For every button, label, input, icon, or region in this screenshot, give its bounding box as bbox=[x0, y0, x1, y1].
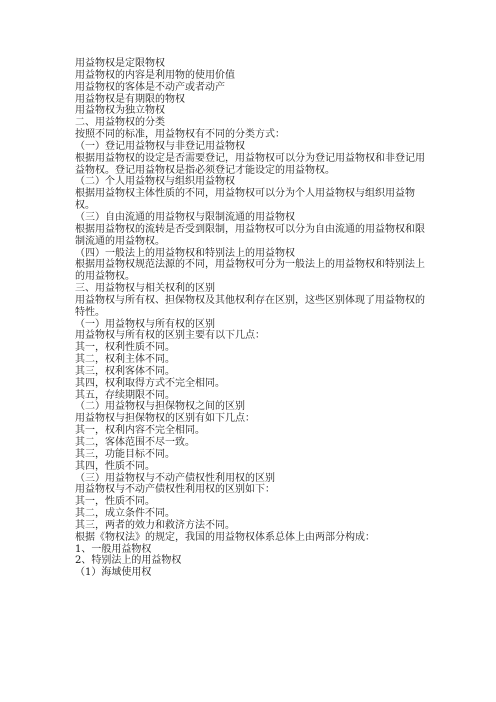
list-item: 其三，两者的效力和救济方法不同。 bbox=[75, 519, 235, 531]
subsection-heading: （一）用益物权与所有权的区别 bbox=[75, 318, 215, 330]
subsection-heading: （三）用益物权与不动产债权性利用权的区别 bbox=[75, 472, 275, 484]
text-line: 用益物权的客体是不动产或者动产 bbox=[75, 81, 225, 93]
list-item: （1）海域使用权 bbox=[75, 567, 152, 579]
document-body bbox=[75, 58, 425, 579]
text-line: 用益物权是定限物权 bbox=[75, 58, 165, 69]
list-item: 其五，存续期限不同。 bbox=[75, 389, 175, 401]
list-item: 其四，权利取得方式不完全相同。 bbox=[75, 377, 225, 389]
text-line: 按照不同的标准，用益物权有不同的分类方式： bbox=[75, 129, 285, 141]
text-line: 用益物权的内容是利用物的使用价值 bbox=[75, 69, 235, 81]
paragraph: 根据用益物权的流转是否受到限制，用益物权可以分为自由流通的用益物权和限制流通的用益物权。 bbox=[75, 223, 425, 247]
list-item: 2、特别法上的用益物权 bbox=[75, 555, 182, 567]
text-line: 用益物权是有期限的物权 bbox=[75, 93, 185, 105]
list-item: 其一，权利内容不完全相同。 bbox=[75, 425, 205, 437]
text-line: 用益物权与不动产债权性利用权的区别如下： bbox=[75, 484, 275, 496]
list-item: 其一，性质不同。 bbox=[75, 496, 155, 508]
subsection-heading: （二）用益物权与担保物权之间的区别 bbox=[75, 401, 245, 413]
list-item: 其三，权利客体不同。 bbox=[75, 365, 175, 377]
list-item: 其二，客体范围不尽一致。 bbox=[75, 437, 195, 448]
list-item: 其二，成立条件不同。 bbox=[75, 508, 175, 520]
list-item: 其三，功能目标不同。 bbox=[75, 448, 175, 460]
subsection-heading: （四）一般法上的用益物权和特别法上的用益物权 bbox=[75, 247, 295, 259]
subsection-heading: （三）自由流通的用益物权与限制流通的用益物权 bbox=[75, 211, 295, 223]
text-line: 用益物权与担保物权的区别有如下几点： bbox=[75, 413, 255, 425]
list-item: 其一，权利性质不同。 bbox=[75, 342, 175, 354]
text-line: 用益物权与所有权的区别主要有以下几点： bbox=[75, 330, 265, 342]
paragraph: 根据用益物权主体性质的不同，用益物权可以分为个人用益物权与组织用益物权。 bbox=[75, 188, 415, 212]
section-heading: 三、用益物权与相关权利的区别 bbox=[75, 283, 215, 295]
text-line: 根据《物权法》的规定，我国的用益物权体系总体上由两部分构成： bbox=[75, 531, 375, 543]
paragraph: 根据用益物权规范法源的不同，用益物权可分为一般法上的用益物权和特别法上的用益物权。 bbox=[75, 259, 425, 283]
paragraph: 用益物权与所有权、担保物权及其他权利存在区别，这些区别体现了用益物权的特性。 bbox=[75, 294, 425, 318]
text-line: 用益物权为独立物权 bbox=[75, 105, 165, 117]
section-heading: 二、用益物权的分类 bbox=[75, 117, 165, 129]
subsection-heading: （一）登记用益物权与非登记用益物权 bbox=[75, 140, 245, 152]
list-item: 其二，权利主体不同。 bbox=[75, 354, 175, 366]
subsection-heading: （二）个人用益物权与组织用益物权 bbox=[75, 176, 235, 188]
paragraph: 根据用益物权的设定是否需要登记，用益物权可以分为登记用益物权和非登记用益物权。登记用益物权是指必须登记才能设定的用益物权。 bbox=[75, 152, 425, 176]
list-item: 其四，性质不同。 bbox=[75, 460, 155, 472]
list-item: 1、一般用益物权 bbox=[75, 543, 152, 555]
